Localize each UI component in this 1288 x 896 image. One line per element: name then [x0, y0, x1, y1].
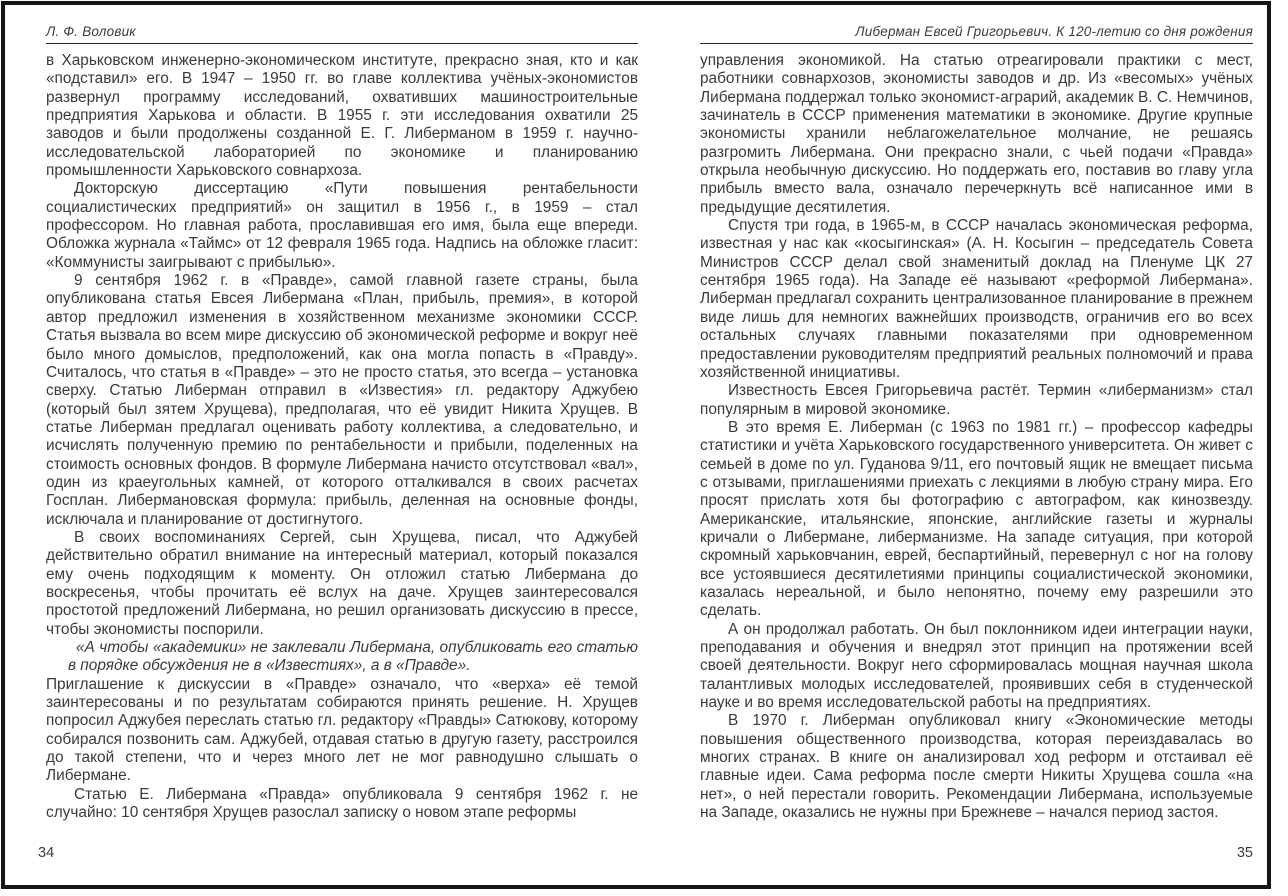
paragraph: В своих воспоминаниях Сергей, сын Хрущева, писал, что Аджубей действительно обратил внимание на интересный материал, который показался ему очень подходящим к моменту. Он отложил статью Либермана до воскресенья, чтобы прочитать её вслух на даче. Хрущев заинтересовался простотой предложений Либермана, но решил организовать дискуссию в прессе, чтобы экономисты поспорили.: [46, 528, 638, 638]
paragraph: Известность Евсея Григорьевича растёт. Термин «либерманизм» стал популярным в мировой экономике.: [700, 382, 1253, 418]
paragraph: В это время Е. Либерман (с 1963 по 1981 гг.) – профессор кафедры статистики и учёта Харьковского государственного университета. Он живет с семьей в доме по ул. Гуданова 9/11, его почтовый ящик не вмещает письма с отзывами, приглашениями приехать с лекциями в любую страну мира. Его просят прислать хотя бы фотографию с автографом, как кинозвезду. Американские, итальянские, японские, английские газеты и журналы кричали о Либермане, либерманизме. На западе ситуация, при которой скромный харьковчанин, еврей, беспартийный, перевернул с ног на голову все устоявшиеся десятилетиями принципы социалистической экономики, казалась нереальной, и было непонятно, почему ему разрешили это сделать.: [700, 418, 1253, 620]
quote-paragraph: «А чтобы «академики» не заклевали Либермана, опубликовать его статью в порядке обсуждения не в «Известиях», а в «Правде».: [68, 639, 638, 675]
running-header-author: Л. Ф. Воловик: [46, 24, 136, 39]
paragraph: 9 сентября 1962 г. в «Правде», самой главной газете страны, была опубликована статья Евсея Либермана «План, прибыль, премия», в которой автор предложил изменения в хозяйственном механизме экономики СССР. Статья вызвала во всем мире дискуссию об экономической реформе и вокруг неё было много домыслов, предположений, как она могла попасть в «Правду». Считалось, что статья в «Правде» – это не просто статья, это всегда – установка сверху. Статью Либерман отправил в «Известия» гл. редактору Аджубею (который был зятем Хрущева), предполагая, что её увидит Никита Хрущев. В статье Либерман предлагал оценивать работу коллектива, а следовательно, и исчислять полученную премию по рентабельности и прибыли, поделенных на стоимость основных фондов. В формуле Либермана начисто отсутствовал «вал», один из краеугольных камней, от которого отталкивался в своих расчетах Госплан. Либермановская формула: прибыль, деленная на основные фонды, исключала и планирование от достигнутого.: [46, 272, 638, 528]
header-rule: [700, 43, 1253, 44]
paragraph: в Харьковском инженерно-экономическом институте, прекрасно зная, кто и как «подставил» его. В 1947 – 1950 гг. во главе коллектива учёных-экономистов развернул программу исследований, охвативших машиностроительные предприятия Харькова и области. В 1955 г. эти исследования охватили 25 заводов и были продолжены созданной Е. Г. Либерманом в 1959 г. научно-исследовательской лабораторией по экономике и планированию промышленности Харьковского совнархоза.: [46, 52, 638, 180]
paragraph: Статью Е. Либермана «Правда» опубликовала 9 сентября 1962 г. не случайно: 10 сентября Хрущев разослал записку о новом этапе реформы: [46, 785, 638, 822]
body-text-right: [700, 52, 1253, 822]
paragraph: А он продолжал работать. Он был поклонником идеи интеграции науки, преподавания и обучения и внедрял этот принцип на протяжении всей своей деятельности. Вокруг него сформировалась мощная научная школа талантливых молодых исследователей, проявивших себя в студенческой науке и во время исследовательской работы на предприятиях.: [700, 620, 1253, 712]
page-right: [700, 24, 1253, 822]
page-number-left: 34: [38, 845, 55, 861]
running-header-title: Либерман Евсей Григорьевич. К 120-летию со дня рождения: [855, 24, 1253, 39]
paragraph: Приглашение к дискуссии в «Правде» означало, что «верха» её темой заинтересованы и по результатам собираются принять решение. Н. Хрущев попросил Аджубея переслать статью гл. редактору «Правды» Сатюкову, которому собирался позвонить сам. Аджубей, отдавая статью в другую газету, расстроился до такой степени, что и через много лет не мог равнодушно слышать о Либермане.: [46, 675, 638, 785]
paragraph: Спустя три года, в 1965-м, в СССР началась экономическая реформа, известная у нас как «косыгинская» (А. Н. Косыгин – председатель Совета Министров СССР делал свой знаменитый доклад на Пленуме ЦК 27 сентября 1965 года). На Западе её называют «реформой Либермана». Либерман предлагал сохранить централизованное планирование в прежнем виде лишь для немногих важнейших производств, ограничив его во всех остальных случаях главными показателями при одновременном предоставлении руководителям предприятий реальных полномочий и права хозяйственной инициативы.: [700, 217, 1253, 381]
page-left: [46, 24, 638, 822]
body-text-left: [46, 52, 638, 822]
paragraph: Докторскую диссертацию «Пути повышения рентабельности социалистических предприятий» он защитил в 1956 г., в 1959 – стал профессором. Но главная работа, прославившая его имя, была еще впереди. Обложка журнала «Таймс» от 12 февраля 1965 года. Надпись на обложке гласит: «Коммунисты заигрывают с прибылью».: [46, 180, 638, 271]
page-number-right: 35: [1236, 845, 1253, 861]
paragraph: управления экономикой. На статью отреагировали практики с мест, работники совнархозов, экономисты заводов и др. Из «весомых» учёных Либермана поддержал только экономист-аграрий, академик В. С. Немчинов, зачинатель в СССР применения математики в экономике. Другие крупные экономисты хранили неблагожелательное молчание, не решаясь разгромить Либермана. Они прекрасно знали, с чьей подачи «Правда» открыла необычную дискуссию. Но поддержать его, поставив во главу угла прибыль вместо вала, означало перечеркнуть всё написанное ими в предыдущие десятилетия.: [700, 52, 1253, 216]
header-rule: [46, 43, 638, 44]
paragraph: В 1970 г. Либерман опубликовал книгу «Экономические методы повышения общественного производства, которая переиздавалась во многих странах. В книге он анализировал ход реформ и отстаивал её главные идеи. Сама реформа после смерти Никиты Хрущева сошла «на нет», о ней перестали говорить. Рекомендации Либермана, используемые на Западе, оказались не нужны при Брежневе – начался период застоя.: [700, 712, 1253, 822]
